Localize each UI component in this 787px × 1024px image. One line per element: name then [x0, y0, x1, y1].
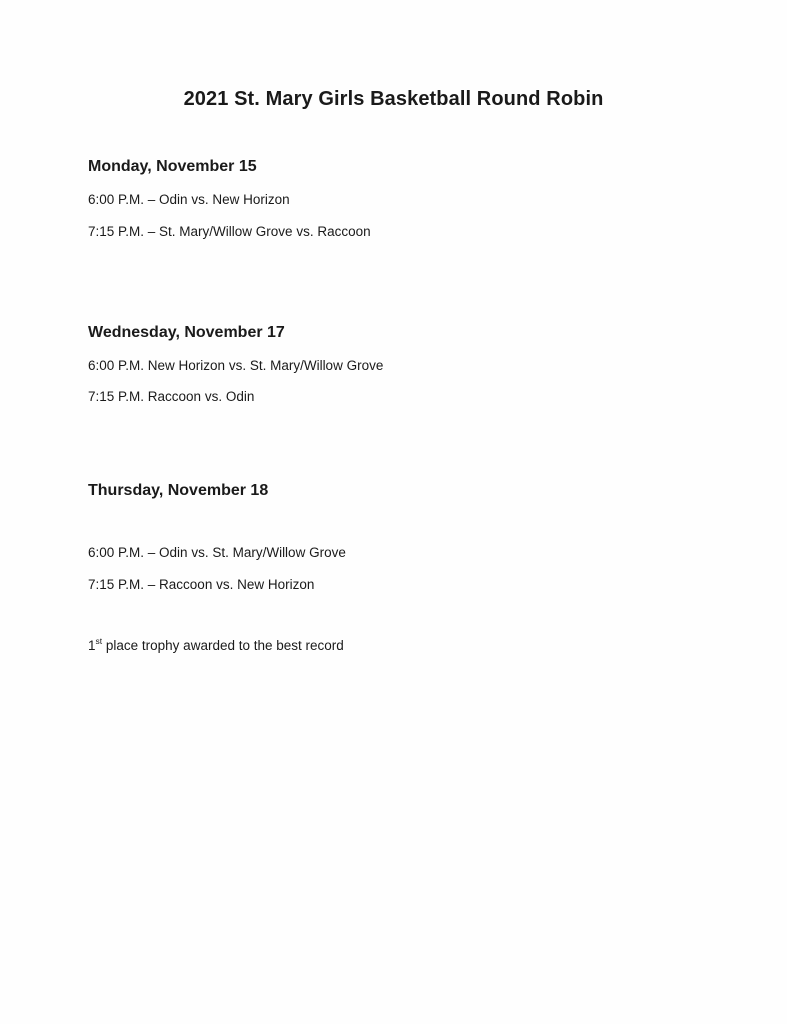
- page-title: 2021 St. Mary Girls Basketball Round Robin: [183, 88, 604, 110]
- game-line: 7:15 P.M. Raccoon vs. Odin: [88, 389, 255, 404]
- trophy-note: [88, 638, 344, 653]
- note-ordinal-suffix: st: [95, 636, 103, 646]
- game-line: 6:00 P.M. New Horizon vs. St. Mary/Willow Grove: [88, 358, 384, 373]
- note-number: 1: [88, 638, 96, 653]
- note-text: place trophy awarded to the best record: [102, 638, 344, 653]
- day-heading-thursday: Thursday, November 18: [88, 482, 269, 499]
- game-line: 6:00 P.M. – Odin vs. New Horizon: [88, 192, 290, 207]
- game-line: 6:00 P.M. – Odin vs. St. Mary/Willow Grove: [88, 545, 346, 560]
- game-line: 7:15 P.M. – St. Mary/Willow Grove vs. Raccoon: [88, 224, 371, 239]
- day-heading-monday: Monday, November 15: [88, 158, 257, 175]
- game-line: 7:15 P.M. – Raccoon vs. New Horizon: [88, 577, 315, 592]
- day-heading-wednesday: Wednesday, November 17: [88, 324, 285, 341]
